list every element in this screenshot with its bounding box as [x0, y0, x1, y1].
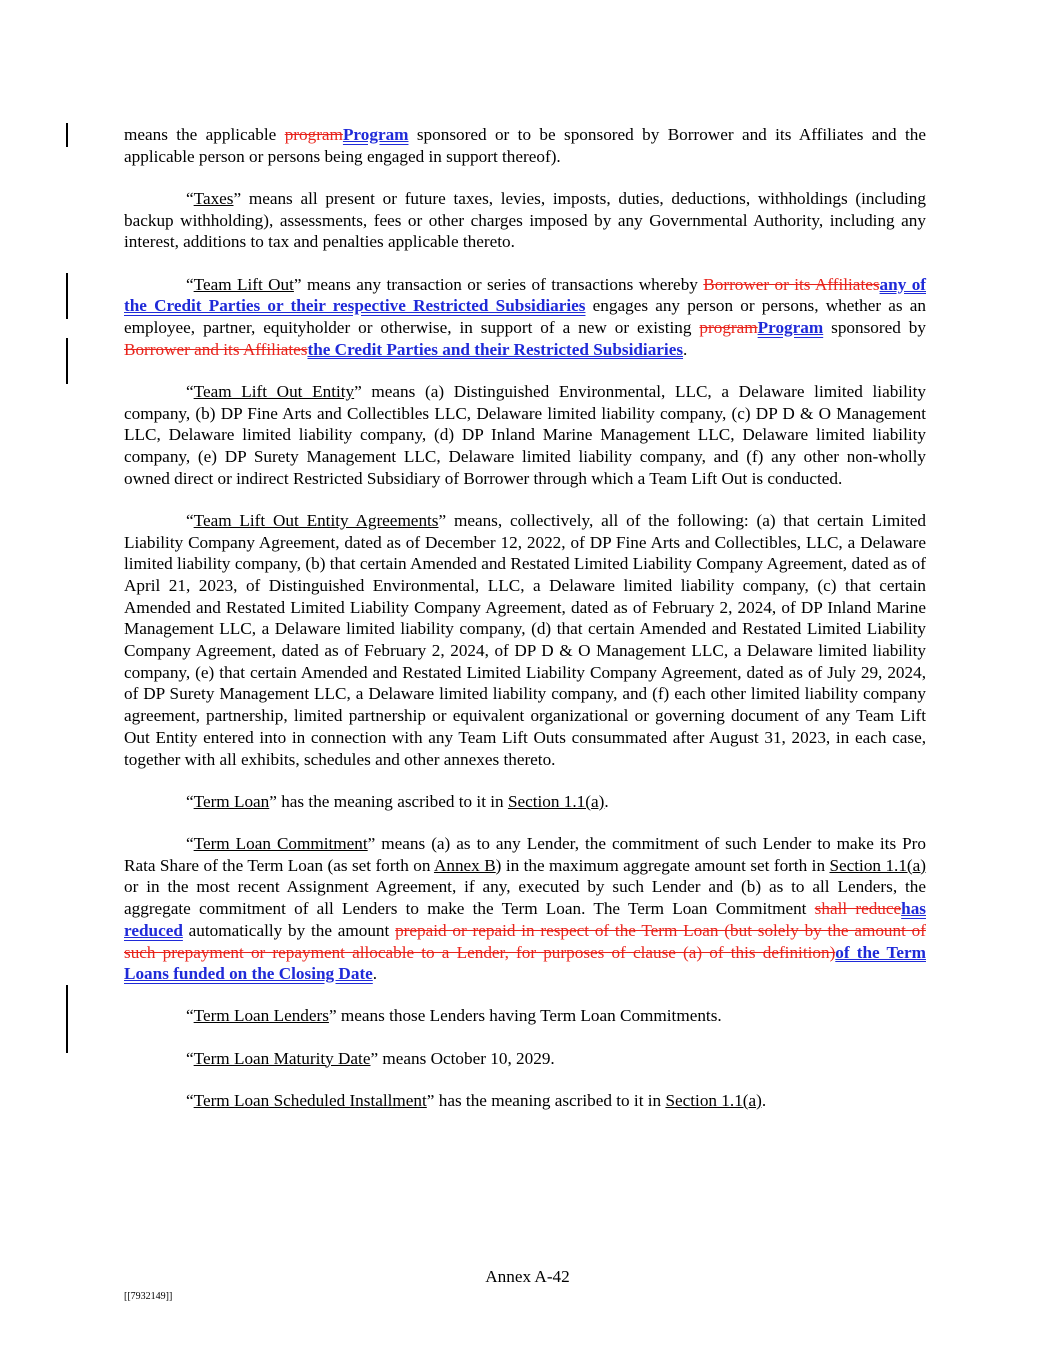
text-run: “: [186, 1090, 194, 1110]
deleted-text: Borrower or its Affiliates: [703, 274, 880, 294]
inserted-text: any of the Credit Parties or their respective Restricted Subsidiaries: [124, 274, 927, 316]
defined-term: Term Loan Scheduled Installment: [193, 1090, 427, 1110]
change-bar: [66, 273, 68, 319]
change-bar: [66, 123, 68, 147]
text-run: or in the most recent Assignment Agreement, if any, executed by such Lender and (b) as to all Lenders, the aggregate commitment of all Lenders to make the Term Loan. The Term Loan Commitment: [124, 877, 926, 919]
defined-term: Section 1.1(a): [507, 791, 605, 811]
text-run: ” means October 10, 2029.: [370, 1048, 555, 1068]
deleted-text: program: [699, 317, 758, 337]
change-bar: [66, 338, 68, 384]
text-run: “: [186, 381, 194, 401]
text-run: .: [604, 791, 609, 811]
text-run: means the applicable: [124, 125, 285, 144]
definition-term-loan-maturity-date: [124, 1048, 926, 1070]
definition-term-loan: [124, 791, 926, 813]
definition-taxes: [124, 188, 926, 253]
defined-term: Team Lift Out: [193, 274, 294, 294]
inserted-text: Program: [757, 317, 824, 337]
defined-term: Section 1.1(a): [829, 855, 927, 875]
defined-term: Annex B: [433, 855, 496, 875]
text-run: ” means, collectively, all of the following: (a) that certain Limited Liability Company Agreement, dated as of December 12, 2022, of DP Fine Arts and Collectibles, LLC, a Delaware limited liability company, (b) that certain Amended and Restated Limited Liability Company Agreement, dated as of April 21, 2023, of Distinguished Environmental, LLC, a Delaware limited liability company, (c) that certain Amended and Restated Limited Liability Company Agreement, dated as of February 2, 2024, of DP Inland Marine Management LLC, a Delaware limited liability company, (d) that certain Amended and Restated Limited Liability Company Agreement, dated as of February 2, 2024, of DP D & O Management LLC, a Delaware limited liability company, (e) that certain Amended and Restated Limited Liability Company Agreement, dated as of July 29, 2024, of DP Surety Management LLC, a Delaware limited liability company, and (f) each other limited liability company agreement, partnership, limited partnership or equivalent organizational or governing document of any Team Lift Out Entity entered into in connection with any Team Lift Outs consummated after August 31, 2023, in each case, together with all exhibits, schedules and other annexes thereto.: [124, 510, 926, 769]
definition-term-loan-commitment: [124, 833, 926, 985]
text-run: “: [186, 510, 194, 530]
text-run: ” means those Lenders having Term Loan Commitments.: [328, 1006, 722, 1026]
text-run: sponsored or to be sponsored by Borrower and its Affiliates and the applicable person or persons being engaged in support thereof).: [124, 125, 927, 166]
text-run: ” has the meaning ascribed to it in: [426, 1090, 666, 1110]
deleted-text: program: [284, 125, 343, 144]
text-run: “: [186, 1006, 194, 1026]
defined-term: Team Lift Out Entity: [193, 381, 355, 401]
definition-team-lift-out-entity: [124, 381, 926, 490]
definition-term-loan-lenders: [124, 1005, 926, 1027]
definition-program-continuation: [124, 124, 926, 167]
text-run: ” has the meaning ascribed to it in: [269, 791, 508, 811]
text-run: “: [186, 1048, 194, 1068]
inserted-text: has reduced: [124, 899, 926, 940]
inserted-text: the Credit Parties and their Restricted Subsidiaries: [307, 339, 684, 359]
defined-term: Term Loan Commitment: [193, 833, 368, 853]
inserted-text: of the Term Loans funded on the Closing Date: [124, 942, 926, 984]
text-run: “: [186, 188, 194, 208]
defined-term: Term Loan Lenders: [193, 1006, 329, 1026]
document-body: [124, 124, 926, 1132]
text-run: “: [186, 274, 194, 294]
change-bar: [66, 985, 68, 1053]
text-run: engages any person or persons, whether as an employee, partner, equityholder or otherwise, in support of a new or existing: [124, 296, 927, 337]
deleted-text: shall reduce: [814, 899, 902, 919]
document-id: [[7932149]]: [124, 1291, 173, 1302]
definition-team-lift-out-entity-agreements: [124, 510, 926, 770]
text-run: ” means (a) Distinguished Environmental, LLC, a Delaware limited liability company, (b) DP Fine Arts and Collectibles LLC, Delaware limited liability company, (c) DP D & O Management LLC, Delaware limited liability company, (d) DP Inland Marine Management LLC, Delaware limited liability company, (e) DP Surety Management LLC, Delaware limited liability company, and (f) any other non-wholly owned direct or indirect Restricted Subsidiary of Borrower through which a Team Lift Out is conducted.: [124, 381, 926, 488]
defined-term: Team Lift Out Entity Agreements: [193, 510, 439, 530]
text-run: .: [372, 964, 378, 984]
text-run: ” means all present or future taxes, levies, imposts, duties, deductions, withholdings (including backup withholding), assessments, fees or other charges imposed by any Governmental Authority, including any interest, additions to tax and penalties applicable thereto.: [124, 188, 926, 252]
defined-term: Section 1.1(a): [665, 1090, 762, 1110]
definition-team-lift-out: [124, 274, 926, 361]
text-run: sponsored by: [823, 317, 926, 337]
defined-term: Term Loan: [193, 791, 270, 811]
deleted-text: prepaid or repaid in respect of the Term Loan (but solely by the amount of such prepayment or repayment allocable to a Lender, for purposes of clause (a) of this definition): [124, 920, 926, 962]
text-run: “: [186, 833, 194, 853]
text-run: “: [186, 791, 194, 811]
text-run: ” means (a) as to any Lender, the commitment of such Lender to make its Pro Rata Share of the Term Loan (as set forth on: [124, 833, 926, 875]
text-run: .: [683, 339, 688, 359]
defined-term: Taxes: [193, 188, 234, 208]
text-run: ” means any transaction or series of transactions whereby: [293, 274, 704, 294]
deleted-text: Borrower and its Affiliates: [124, 339, 308, 359]
text-run: automatically by the amount: [182, 920, 396, 940]
page-label: Annex A-42: [485, 1267, 570, 1286]
text-run: .: [761, 1090, 767, 1110]
defined-term: Term Loan Maturity Date: [193, 1048, 371, 1068]
definition-term-loan-scheduled-installment: [124, 1090, 926, 1112]
text-run: ) in the maximum aggregate amount set forth in: [495, 855, 830, 875]
inserted-text: Program: [342, 125, 409, 144]
